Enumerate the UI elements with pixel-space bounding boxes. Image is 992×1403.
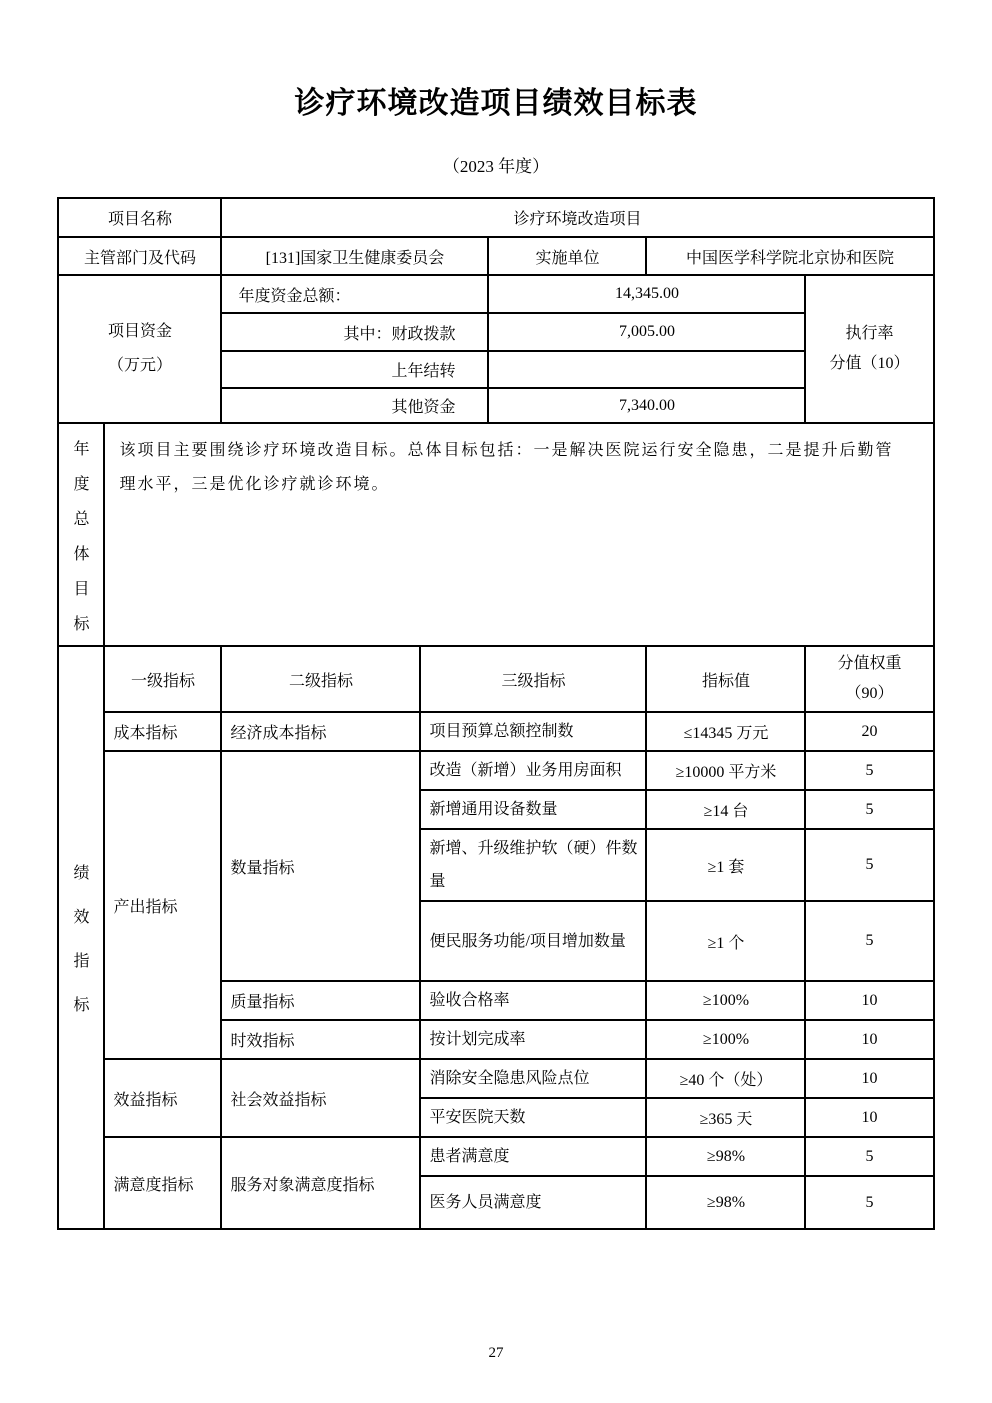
timeliness-weight: 10	[805, 1020, 933, 1059]
benefit-row-value: ≥365 天	[646, 1098, 805, 1137]
cost-level3: 项目预算总额控制数	[420, 712, 646, 751]
table-row	[58, 198, 933, 237]
social-benefit-level2: 社会效益指标	[221, 1059, 420, 1137]
benefit-row-weight: 10	[805, 1098, 933, 1137]
satisfaction-row-value: ≥98%	[646, 1137, 805, 1176]
quantity-row-weight: 5	[805, 790, 933, 829]
satisfaction-row-level3: 医务人员满意度	[420, 1176, 646, 1229]
performance-label-char: 指	[73, 953, 90, 970]
benefit-row-level3: 消除安全隐患风险点位	[420, 1059, 646, 1098]
table-row	[58, 1137, 933, 1176]
execution-rate-line1: 执行率	[845, 325, 894, 342]
quantity-row-value: ≥1 套	[646, 829, 805, 901]
project-name-label: 项目名称	[58, 198, 221, 237]
benefit-level1: 效益指标	[104, 1059, 221, 1137]
annual-goal-label-cell	[58, 423, 104, 646]
department-value: [131]国家卫生健康委员会	[221, 237, 488, 275]
quantity-row-level3: 便民服务功能/项目增加数量	[420, 901, 646, 981]
quantity-row-weight: 5	[805, 751, 933, 790]
funds-fiscal-value: 7,005.00	[488, 313, 805, 351]
execution-rate-line2: 分值（10）	[829, 355, 910, 372]
annual-goal-text: 该项目主要围绕诊疗环境改造目标。总体目标包括：一是解决医院运行安全隐患，二是提升后勤管理水平，三是优化诊疗就诊环境。	[104, 423, 933, 646]
quantity-row-weight: 5	[805, 901, 933, 981]
execution-rate-cell	[805, 275, 933, 423]
performance-indicators-label	[63, 860, 99, 1015]
header-weight	[805, 646, 933, 712]
header-level1: 一级指标	[104, 646, 221, 712]
funds-total-value: 14,345.00	[488, 275, 805, 313]
implement-unit-label: 实施单位	[488, 237, 646, 275]
annual-goal-label-char: 度	[73, 475, 90, 493]
performance-label-char: 效	[73, 909, 90, 926]
implement-unit-value: 中国医学科学院北京协和医院	[646, 237, 933, 275]
performance-label-char: 绩	[73, 865, 90, 882]
satisfaction-row-weight: 5	[805, 1137, 933, 1176]
quality-weight: 10	[805, 981, 933, 1020]
header-value: 指标值	[646, 646, 805, 712]
quality-level3: 验收合格率	[420, 981, 646, 1020]
satisfaction-level1: 满意度指标	[104, 1137, 221, 1229]
cost-level2: 经济成本指标	[221, 712, 420, 751]
funds-title-line1: 项目资金	[107, 323, 172, 340]
funds-total-label: 年度资金总额：	[221, 275, 488, 313]
quantity-row-value: ≥14 台	[646, 790, 805, 829]
quantity-row-value: ≥10000 平方米	[646, 751, 805, 790]
project-name-value: 诊疗环境改造项目	[221, 198, 933, 237]
quantity-row-level3: 改造（新增）业务用房面积	[420, 751, 646, 790]
header-level3: 三级指标	[420, 646, 646, 712]
output-level1: 产出指标	[104, 751, 221, 1059]
funds-title-cell	[58, 275, 221, 423]
funds-fiscal-label: 其中：财政拨款	[221, 313, 488, 351]
cost-value: ≤14345 万元	[646, 712, 805, 751]
funds-other-label: 其他资金	[221, 388, 488, 423]
performance-label-char: 标	[73, 997, 90, 1014]
performance-target-table	[57, 197, 934, 1230]
quantity-row-weight: 5	[805, 829, 933, 901]
annual-goal-label-char: 总	[73, 510, 90, 528]
page-number: 27	[488, 1345, 504, 1361]
quality-level2: 质量指标	[221, 981, 420, 1020]
header-weight-line1: 分值权重	[837, 655, 902, 672]
satisfaction-level2: 服务对象满意度指标	[221, 1137, 420, 1229]
timeliness-level2: 时效指标	[221, 1020, 420, 1059]
timeliness-level3: 按计划完成率	[420, 1020, 646, 1059]
table-row	[58, 712, 933, 751]
annual-goal-label-char: 标	[73, 615, 90, 633]
timeliness-value: ≥100%	[646, 1020, 805, 1059]
table-row	[58, 237, 933, 275]
table-row	[58, 423, 933, 646]
funds-other-value: 7,340.00	[488, 388, 805, 423]
cost-level1: 成本指标	[104, 712, 221, 751]
satisfaction-row-level3: 患者满意度	[420, 1137, 646, 1176]
page-title: 诊疗环境改造项目绩效目标表	[294, 87, 698, 120]
table-row	[58, 1059, 933, 1098]
header-weight-line2: （90）	[845, 685, 894, 702]
cost-weight: 20	[805, 712, 933, 751]
benefit-row-weight: 10	[805, 1059, 933, 1098]
annual-goal-label-char: 体	[73, 545, 90, 563]
quantity-row-level3: 新增、升级维护软（硬）件数量	[420, 829, 646, 901]
table-row	[58, 751, 933, 790]
page-subtitle: （2023 年度）	[442, 157, 550, 176]
satisfaction-row-weight: 5	[805, 1176, 933, 1229]
funds-carryover-label: 上年结转	[221, 351, 488, 388]
performance-indicators-label-cell	[58, 646, 104, 1229]
funds-title-line2: （万元）	[107, 357, 172, 374]
table-row	[58, 275, 933, 313]
quantity-row-level3: 新增通用设备数量	[420, 790, 646, 829]
quantity-row-value: ≥1 个	[646, 901, 805, 981]
annual-goal-label-char: 年	[73, 440, 90, 458]
quality-value: ≥100%	[646, 981, 805, 1020]
table-row	[58, 646, 933, 712]
quantity-level2: 数量指标	[221, 751, 420, 981]
satisfaction-row-value: ≥98%	[646, 1176, 805, 1229]
department-label: 主管部门及代码	[58, 237, 221, 275]
funds-carryover-value	[488, 351, 805, 388]
annual-goal-label	[63, 436, 99, 634]
benefit-row-level3: 平安医院天数	[420, 1098, 646, 1137]
header-level2: 二级指标	[221, 646, 420, 712]
annual-goal-label-char: 目	[73, 580, 90, 598]
benefit-row-value: ≥40 个（处）	[646, 1059, 805, 1098]
